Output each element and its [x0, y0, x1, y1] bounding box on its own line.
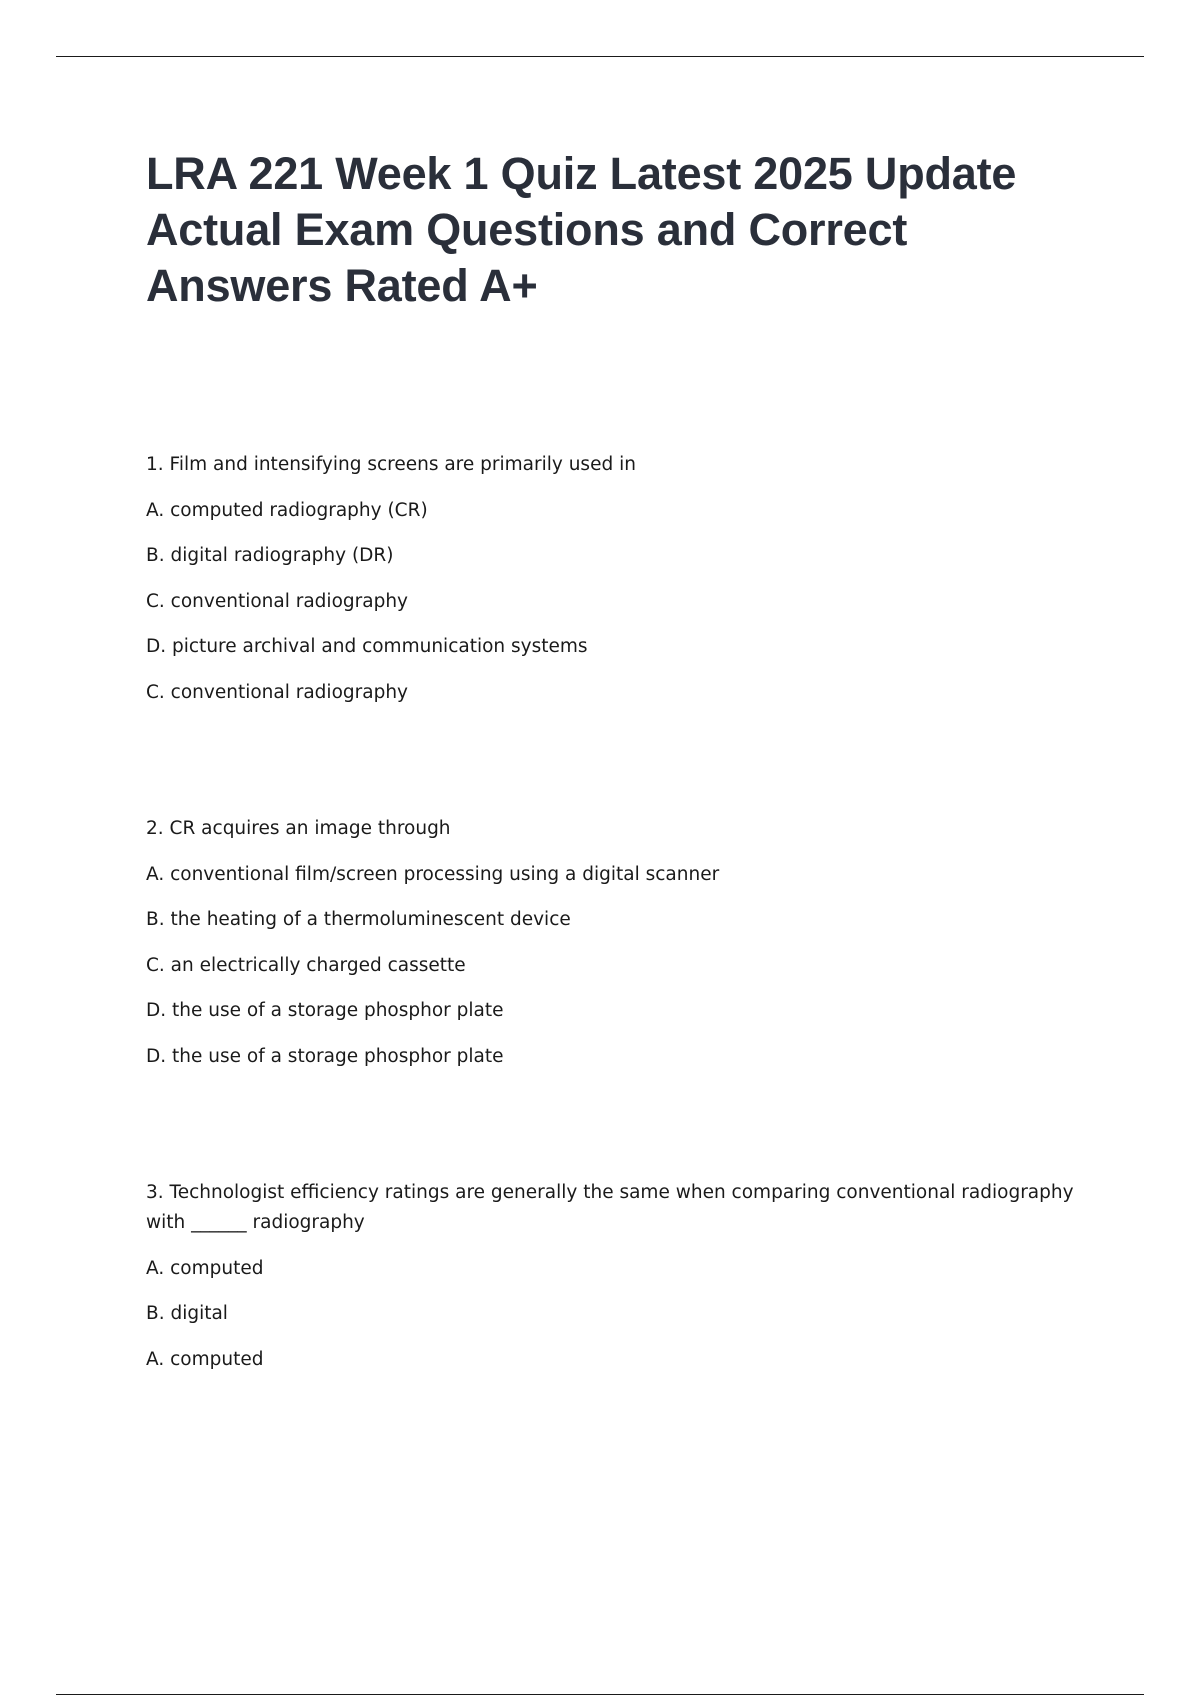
top-rule — [56, 56, 1144, 57]
answer-option: C. conventional radiography — [146, 590, 408, 612]
correct-answer: D. the use of a storage phosphor plate — [146, 1045, 504, 1067]
answer-option: D. the use of a storage phosphor plate — [146, 1000, 504, 1021]
answer-option: A. computed radiography (CR) — [146, 499, 428, 521]
answer-option: B. digital radiography (DR) — [146, 545, 394, 566]
document-title: LRA 221 Week 1 Quiz Latest 2025 Update Actual Exam Questions and Correct Answers Rated A+ — [146, 148, 1017, 311]
answer-option: D. picture archival and communication systems — [146, 636, 588, 657]
question-1 — [146, 450, 1106, 708]
question-stem: 1. Film and intensifying screens are primarily used in — [146, 454, 636, 475]
question-2 — [146, 814, 1106, 1072]
answer-option: A. computed — [146, 1257, 264, 1279]
question-stem: 3. Technologist efficiency ratings are generally the same when comparing conventional radiography with ______ radiography — [146, 1182, 1074, 1233]
question-stem: 2. CR acquires an image through — [146, 818, 451, 839]
bottom-rule — [56, 1694, 1144, 1695]
correct-answer: C. conventional radiography — [146, 681, 408, 703]
answer-option: C. an electrically charged cassette — [146, 954, 466, 976]
question-3 — [146, 1178, 1106, 1375]
answer-option: B. the heating of a thermoluminescent device — [146, 909, 571, 930]
correct-answer: A. computed — [146, 1348, 264, 1370]
answer-option: A. conventional film/screen processing using a digital scanner — [146, 863, 720, 885]
answer-option: B. digital — [146, 1303, 228, 1324]
